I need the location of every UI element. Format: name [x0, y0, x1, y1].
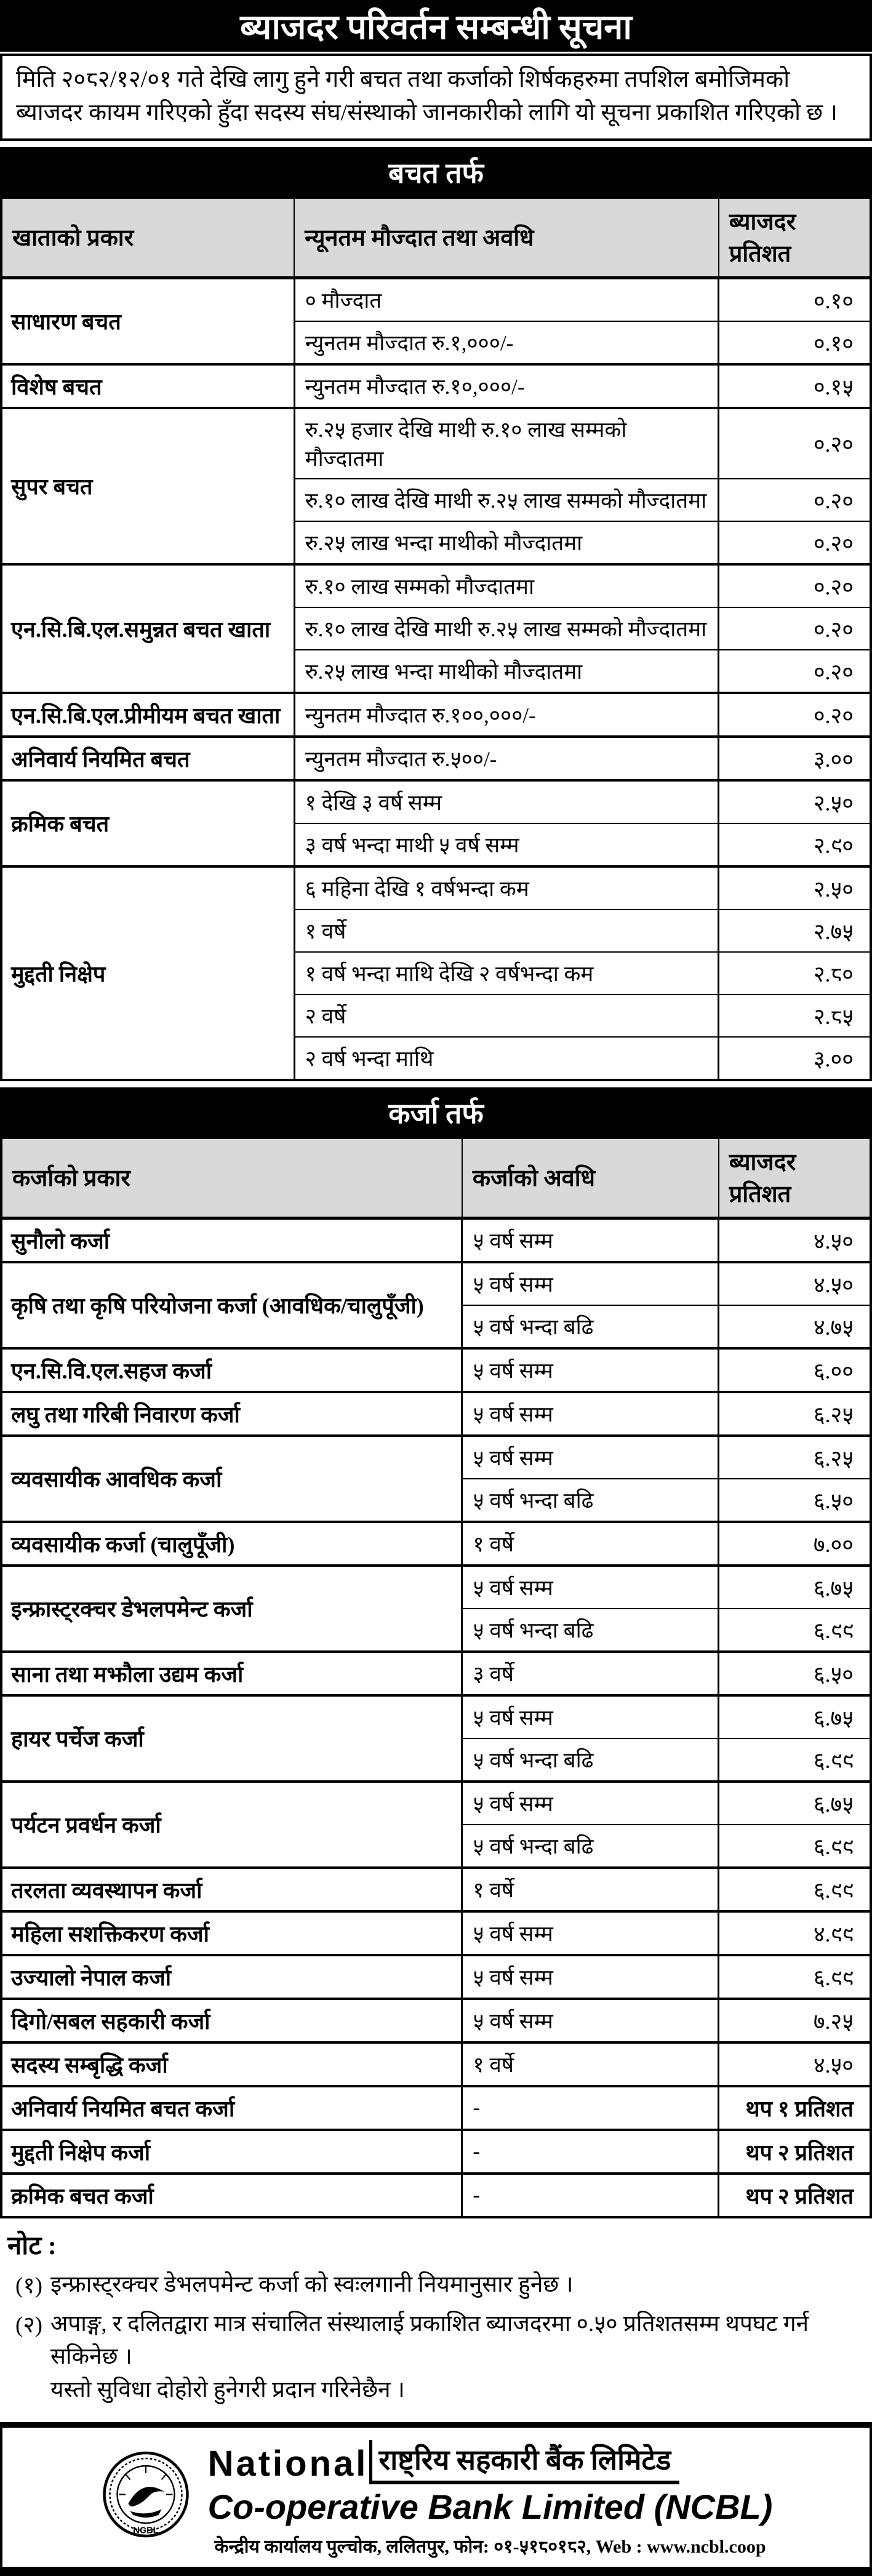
- table-row: [1, 1868, 871, 1911]
- note-text-line: इन्फ्रास्ट्रक्चर डेभलपमेन्ट कर्जा को स्वःलगानी नियमानुसार हुनेछ ।: [50, 2271, 574, 2297]
- rate-cell: २.५०: [719, 866, 871, 910]
- brand-name-english: Co-operative Bank Limited (NCBL): [207, 2487, 773, 2527]
- condition-cell: ५ वर्ष सम्म: [462, 1348, 719, 1392]
- condition-cell: ५ वर्ष सम्म: [462, 1392, 719, 1436]
- table-row: [1, 1782, 871, 1825]
- intro-paragraph: मिति २०८२/१२/०१ गते देखि लागु हुने गरी बचत तथा कर्जाको शिर्षकहरुमा तपशिल बमोजिमको ब्याजदर कायम गरिएको हुँदा सदस्य संघ/संस्थाको जानकारीको लागि यो सूचना प्रकाशित गरिएको छ ।: [0, 54, 872, 141]
- table-row: [1, 364, 871, 408]
- condition-cell: न्युनतम मौज्दात रु.१००,०००/-: [294, 693, 719, 737]
- notes-list: [7, 2268, 866, 2407]
- table-row: [1, 564, 871, 607]
- table-row: [1, 2042, 871, 2086]
- rate-cell: २.७५: [719, 910, 871, 952]
- type-cell: पर्यटन प्रवर्धन कर्जा: [1, 1782, 462, 1868]
- rate-cell: ०.२०: [719, 650, 871, 693]
- note-item: [7, 2308, 866, 2407]
- type-cell: सुनौलो कर्जा: [1, 1218, 462, 1262]
- rate-cell: ४.५०: [719, 1218, 871, 1262]
- loans-rate-table: [0, 1087, 872, 2218]
- table-row: [1, 780, 871, 823]
- rate-cell: थप १ प्रतिशत: [719, 2086, 871, 2130]
- condition-cell: २ वर्ष भन्दा माथि: [294, 1037, 719, 1080]
- rate-cell: ०.२०: [719, 521, 871, 564]
- table-row: [1, 278, 871, 321]
- footer: [0, 2428, 872, 2567]
- condition-cell: -: [462, 2130, 719, 2174]
- page-title: ब्याजदर परिवर्तन सम्बन्धी सूचना: [240, 9, 632, 47]
- table-row: [1, 2130, 871, 2174]
- type-cell: क्रमिक बचत: [1, 780, 294, 866]
- column-header: न्यूनतम मौज्दात तथा अवधि: [294, 198, 719, 278]
- condition-cell: १ वर्ष भन्दा माथि देखि २ वर्षभन्दा कम: [294, 952, 719, 994]
- condition-cell: रु.१० लाख देखि माथी रु.२५ लाख सम्मको मौज्दातमा: [294, 607, 719, 650]
- savings-rate-table: [0, 147, 872, 1081]
- rate-cell: ४.७५: [719, 1305, 871, 1348]
- type-cell: दिगो/सबल सहकारी कर्जा: [1, 1999, 462, 2042]
- rate-cell: ३.००: [719, 1037, 871, 1080]
- type-cell: महिला सशक्तिकरण कर्जा: [1, 1911, 462, 1955]
- column-header: ब्याजदर प्रतिशत: [719, 1138, 871, 1218]
- table-row: [1, 1218, 871, 1262]
- table-row: [1, 1392, 871, 1436]
- rate-cell: ६.७५: [719, 1782, 871, 1825]
- condition-cell: ५ वर्ष भन्दा बढि: [462, 1738, 719, 1782]
- condition-cell: ५ वर्ष भन्दा बढि: [462, 1825, 719, 1868]
- rate-cell: ४.९९: [719, 1911, 871, 1955]
- table-row: [1, 1566, 871, 1609]
- condition-cell: ५ वर्ष सम्म: [462, 1262, 719, 1305]
- rate-cell: २.५०: [719, 780, 871, 823]
- table-row: [1, 1652, 871, 1695]
- condition-cell: ६ महिना देखि १ वर्षभन्दा कम: [294, 866, 719, 910]
- column-header: ब्याजदर प्रतिशत: [719, 198, 871, 278]
- table-row: [1, 1348, 871, 1392]
- condition-cell: २ वर्षे: [294, 994, 719, 1037]
- type-cell: सदस्य सम्बृद्धि कर्जा: [1, 2042, 462, 2086]
- condition-cell: १ देखि ३ वर्ष सम्म: [294, 780, 719, 823]
- type-cell: साना तथा मझौला उद्यम कर्जा: [1, 1652, 462, 1695]
- rate-cell: ६.९९: [719, 1738, 871, 1782]
- condition-cell: रु.१० लाख सम्मको मौज्दातमा: [294, 564, 719, 607]
- rate-cell: ६.५०: [719, 1652, 871, 1695]
- type-cell: उज्यालो नेपाल कर्जा: [1, 1955, 462, 1999]
- table-row: [1, 1999, 871, 2042]
- condition-cell: ५ वर्ष भन्दा बढि: [462, 1479, 719, 1522]
- section-title-band: बचत तर्फ: [1, 148, 871, 198]
- rate-cell: २.८५: [719, 994, 871, 1037]
- rate-cell: ६.९९: [719, 1955, 871, 1999]
- table-row: [1, 2174, 871, 2217]
- column-header: कर्जाको अवधि: [462, 1138, 719, 1218]
- brand-name-latin: National: [207, 2444, 369, 2484]
- rate-cell: ६.९९: [719, 1609, 871, 1652]
- condition-cell: ५ वर्ष सम्म: [462, 1782, 719, 1825]
- type-cell: साधारण बचत: [1, 278, 294, 364]
- column-header: खाताको प्रकार: [1, 198, 294, 278]
- type-cell: एन.सि.बि.एल.प्रीमीयम बचत खाता: [1, 693, 294, 737]
- condition-cell: न्युनतम मौज्दात रु.१०,०००/-: [294, 364, 719, 408]
- condition-cell: ५ वर्ष सम्म: [462, 1955, 719, 1999]
- condition-cell: न्युनतम मौज्दात रु.१,०००/-: [294, 321, 719, 364]
- rate-cell: ०.२०: [719, 479, 871, 521]
- table-row: [1, 866, 871, 910]
- logo-ncbl-text: NCBL: [132, 2525, 159, 2536]
- condition-cell: न्युनतम मौज्दात रु.५००/-: [294, 737, 719, 780]
- note-item: [7, 2268, 866, 2302]
- type-cell: अनिवार्य नियमित बचत: [1, 737, 294, 780]
- rate-cell: ४.५०: [719, 1262, 871, 1305]
- table-row: [1, 1436, 871, 1479]
- notes-label: नोट :: [7, 2231, 57, 2260]
- column-header: कर्जाको प्रकार: [1, 1138, 462, 1218]
- condition-cell: ५ वर्ष भन्दा बढि: [462, 1609, 719, 1652]
- condition-cell: ५ वर्ष भन्दा बढि: [462, 1305, 719, 1348]
- rate-cell: २.९०: [719, 823, 871, 866]
- note-text-line: अपाङ्ग, र दलितद्वारा मात्र संचालित संस्थालाई प्रकाशित ब्याजदरमा ०.५० प्रतिशतसम्म थपघट गर्न सकिनेछ ।: [50, 2311, 809, 2370]
- condition-cell: ० मौज्दात: [294, 278, 719, 321]
- type-cell: विशेष बचत: [1, 364, 294, 408]
- table-row: [1, 408, 871, 479]
- rate-cell: ६.७५: [719, 1695, 871, 1738]
- condition-cell: रु.१० लाख देखि माथी रु.२५ लाख सम्मको मौज्दातमा: [294, 479, 719, 521]
- rate-cell: ३.००: [719, 737, 871, 780]
- type-cell: क्रमिक बचत कर्जा: [1, 2174, 462, 2217]
- condition-cell: रु.२५ हजार देखि माथी रु.१० लाख सम्मको मौज्दातमा: [294, 408, 719, 479]
- rate-cell: ०.२०: [719, 693, 871, 737]
- type-cell: व्यवसायीक आवधिक कर्जा: [1, 1436, 462, 1522]
- condition-cell: -: [462, 2086, 719, 2130]
- bottom-border-band: [0, 2567, 872, 2576]
- rate-cell: २.८०: [719, 952, 871, 994]
- rate-cell: ७.००: [719, 1522, 871, 1566]
- rate-cell: ७.२५: [719, 1999, 871, 2042]
- condition-cell: १ वर्षे: [462, 1868, 719, 1911]
- condition-cell: ५ वर्ष सम्म: [462, 1999, 719, 2042]
- condition-cell: १ वर्षे: [462, 1522, 719, 1566]
- rate-cell: ६.९९: [719, 1868, 871, 1911]
- condition-cell: रु.२५ लाख भन्दा माथीको मौज्दातमा: [294, 650, 719, 693]
- rate-cell: ०.१०: [719, 321, 871, 364]
- rate-cell: थप २ प्रतिशत: [719, 2130, 871, 2174]
- brand-name-nepali: राष्ट्रिय सहकारी बैंक लिमिटेड: [369, 2440, 679, 2484]
- type-cell: हायर पर्चेज कर्जा: [1, 1695, 462, 1782]
- type-cell: एन.सि.बि.एल.समुन्नत बचत खाता: [1, 564, 294, 693]
- rate-cell: ६.९९: [719, 1825, 871, 1868]
- rate-cell: ६.२५: [719, 1436, 871, 1479]
- footer-divider: [0, 2422, 872, 2428]
- rate-cell: ०.२०: [719, 564, 871, 607]
- rate-cell: ०.१०: [719, 278, 871, 321]
- note-text-line: यस्तो सुविधा दोहोरो हुनेगरी प्रदान गरिनेछैन ।: [50, 2377, 405, 2402]
- condition-cell: ५ वर्ष सम्म: [462, 1695, 719, 1738]
- condition-cell: १ वर्षे: [294, 910, 719, 952]
- table-row: [1, 2086, 871, 2130]
- condition-cell: ५ वर्ष सम्म: [462, 1911, 719, 1955]
- rate-cell: ०.२०: [719, 607, 871, 650]
- rate-cell: ०.२०: [719, 408, 871, 479]
- rate-cell: ०.१५: [719, 364, 871, 408]
- rate-cell: ६.५०: [719, 1479, 871, 1522]
- table-row: [1, 1955, 871, 1999]
- note-number: (२): [15, 2312, 42, 2338]
- note-number: (१): [15, 2273, 42, 2298]
- condition-cell: रु.२५ लाख भन्दा माथीको मौज्दातमा: [294, 521, 719, 564]
- rate-cell: ६.२५: [719, 1392, 871, 1436]
- rate-cell: थप २ प्रतिशत: [719, 2174, 871, 2217]
- condition-cell: -: [462, 2174, 719, 2217]
- type-cell: मुद्दती निक्षेप: [1, 866, 294, 1080]
- notice-title-band: [0, 0, 872, 52]
- type-cell: लघु तथा गरिबी निवारण कर्जा: [1, 1392, 462, 1436]
- type-cell: इन्फ्रास्ट्रक्चर डेभलपमेन्ट कर्जा: [1, 1566, 462, 1652]
- type-cell: तरलता व्यवस्थापन कर्जा: [1, 1868, 462, 1911]
- notes-section: [0, 2218, 872, 2419]
- condition-cell: ५ वर्ष सम्म: [462, 1218, 719, 1262]
- table-row: [1, 1695, 871, 1738]
- condition-cell: ५ वर्ष सम्म: [462, 1566, 719, 1609]
- ncbl-logo-emblem-icon: [100, 2450, 192, 2548]
- rate-cell: ६.००: [719, 1348, 871, 1392]
- rate-cell: ४.५०: [719, 2042, 871, 2086]
- table-row: [1, 693, 871, 737]
- condition-cell: १ वर्षे: [462, 2042, 719, 2086]
- type-cell: व्यवसायीक कर्जा (चालुपूँजी): [1, 1522, 462, 1566]
- condition-cell: ५ वर्ष सम्म: [462, 1436, 719, 1479]
- condition-cell: ३ वर्ष भन्दा माथी ५ वर्ष सम्म: [294, 823, 719, 866]
- section-title-band: कर्जा तर्फ: [1, 1089, 871, 1138]
- condition-cell: ३ वर्षे: [462, 1652, 719, 1695]
- type-cell: मुद्दती निक्षेप कर्जा: [1, 2130, 462, 2174]
- type-cell: सुपर बचत: [1, 408, 294, 564]
- table-row: [1, 1522, 871, 1566]
- type-cell: एन.सि.वि.एल.सहज कर्जा: [1, 1348, 462, 1392]
- type-cell: कृषि तथा कृषि परियोजना कर्जा (आवधिक/चालुपूँजी): [1, 1262, 462, 1348]
- type-cell: अनिवार्य नियमित बचत कर्जा: [1, 2086, 462, 2130]
- table-row: [1, 1262, 871, 1305]
- rate-cell: ६.७५: [719, 1566, 871, 1609]
- table-row: [1, 1911, 871, 1955]
- table-row: [1, 737, 871, 780]
- head-office-address: केन्द्रीय कार्यालय पुल्चोक, ललितपुर, फोन: ०१-५१८०१८२, Web : www.ncbl.coop: [214, 2537, 766, 2558]
